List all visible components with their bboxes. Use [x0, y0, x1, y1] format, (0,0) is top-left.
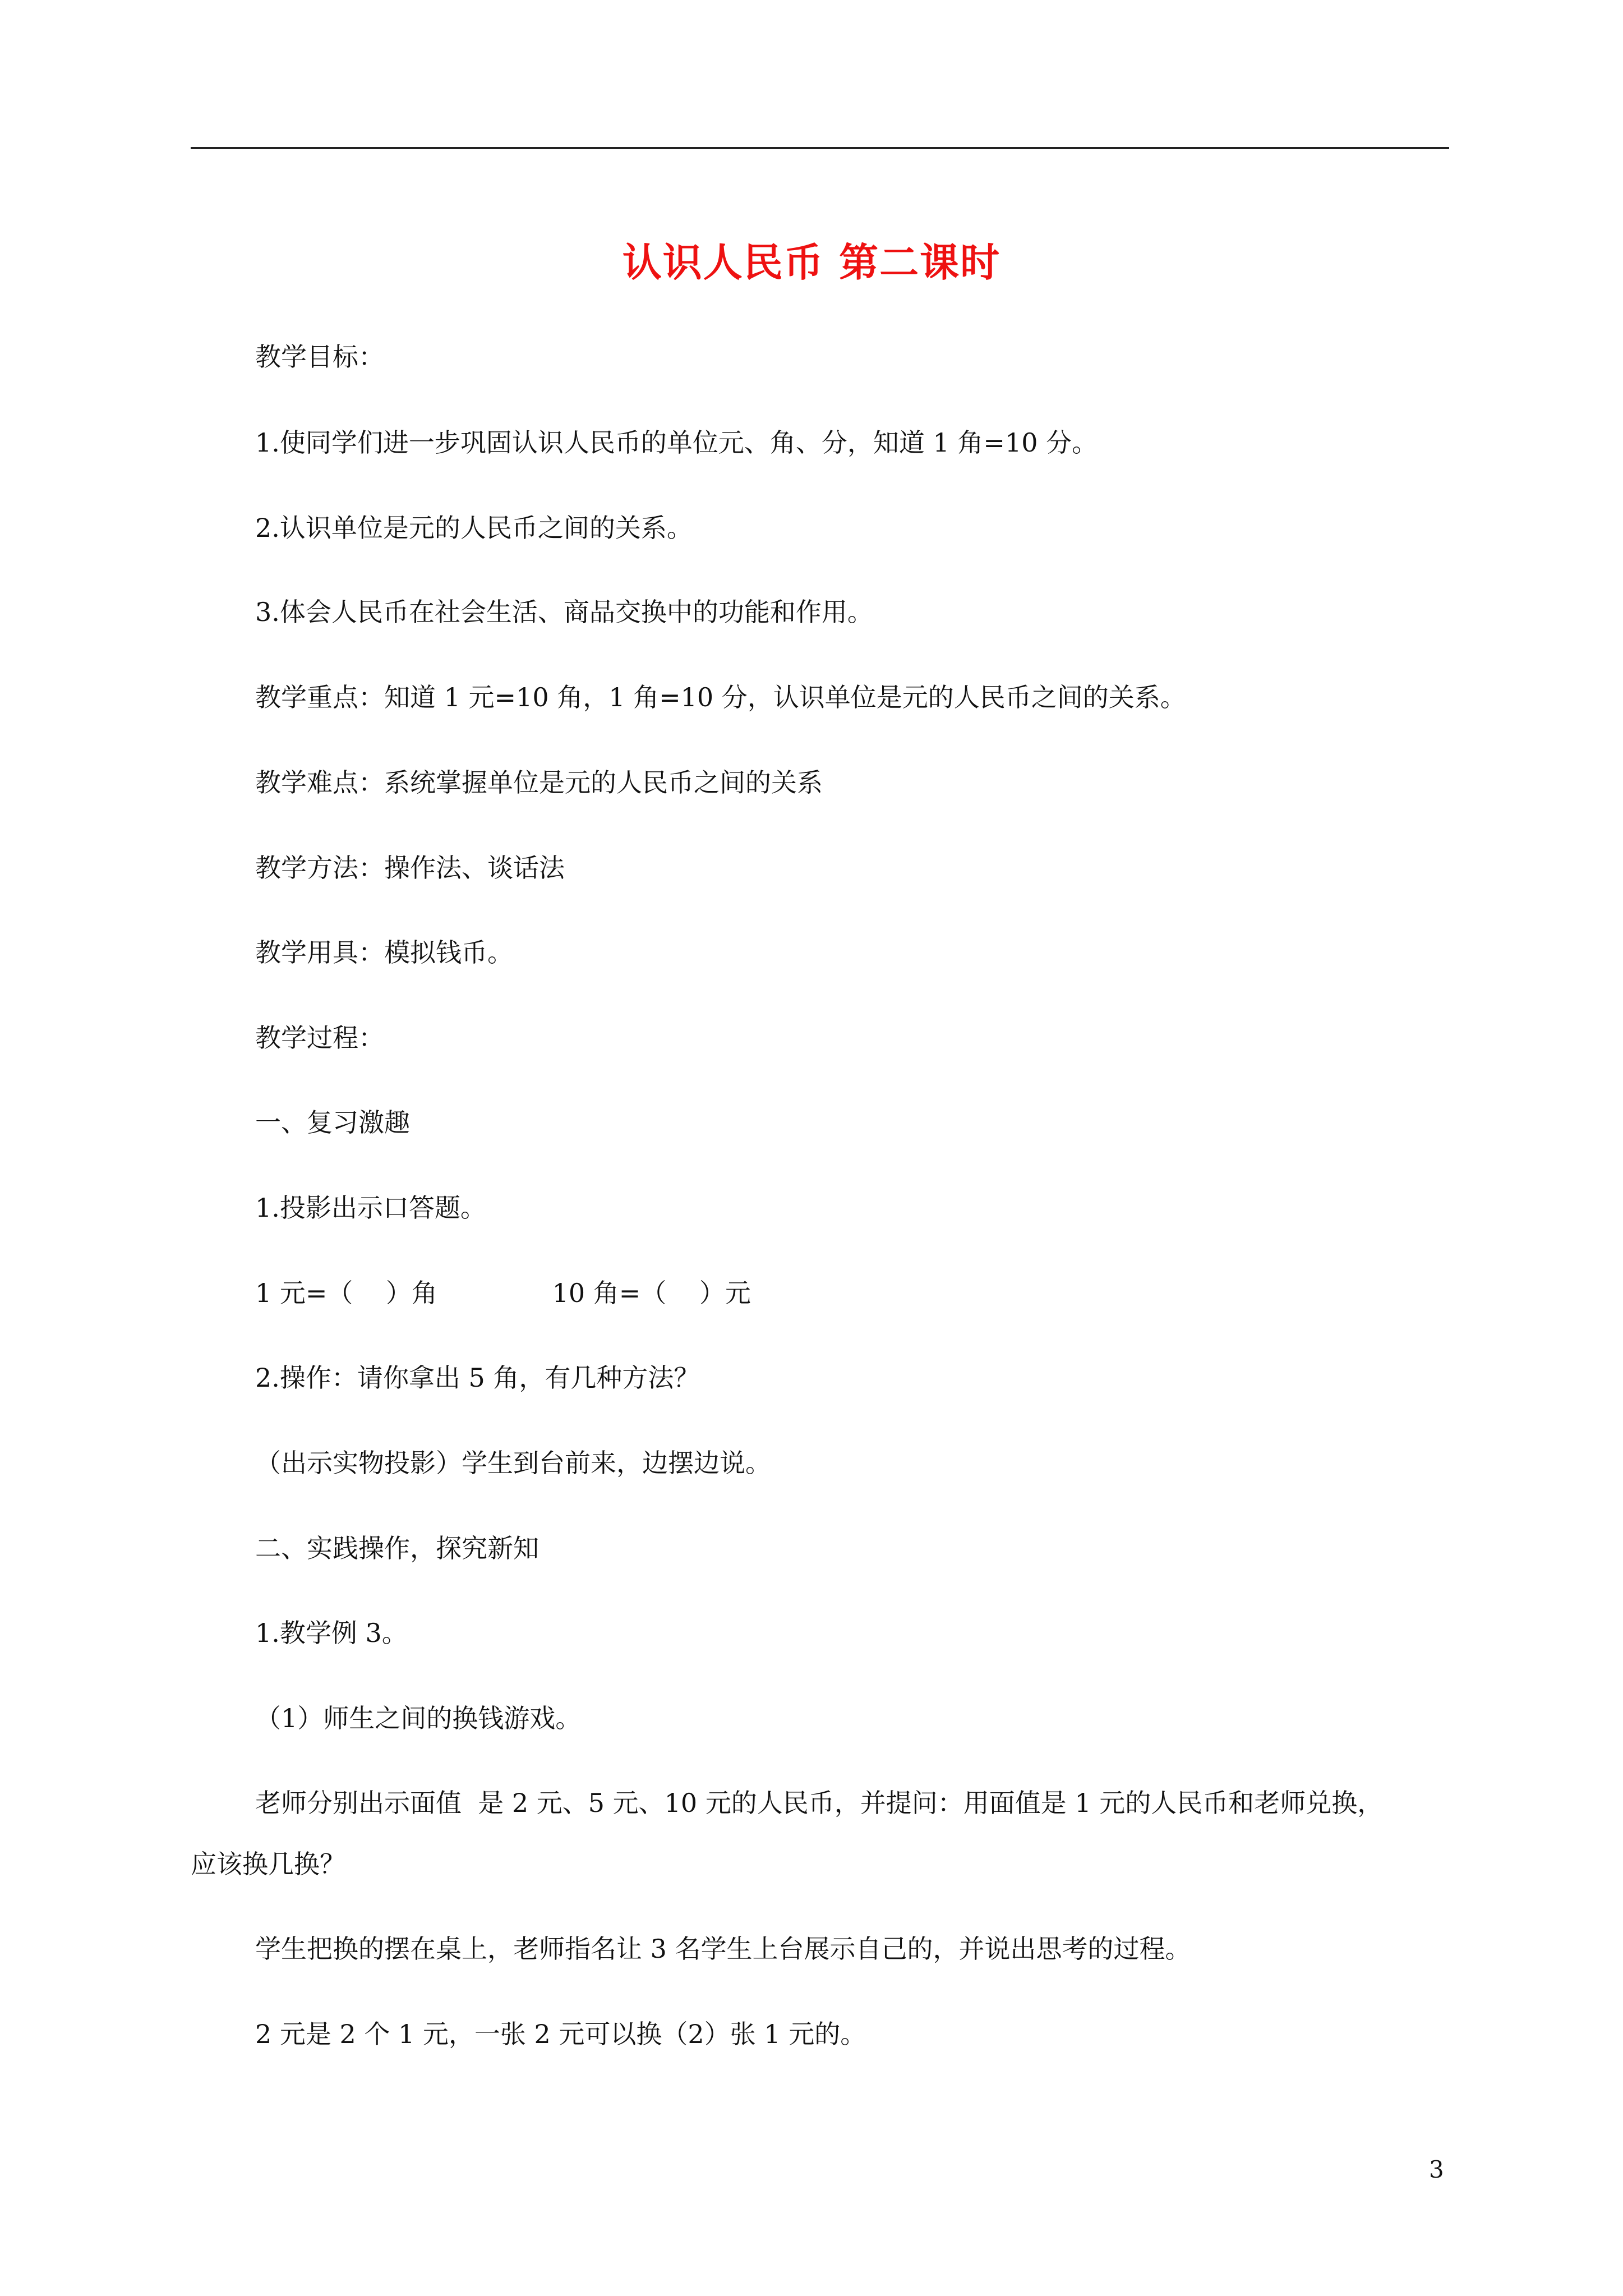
review-exercise: 1 元=（ ）角 10 角=（ ）元	[255, 1278, 751, 1308]
key-points: 教学重点：知道 1 元=10 角，1 角=10 分，认识单位是元的人民币之间的关系。	[255, 682, 1186, 712]
review-note: （出示实物投影）学生到台前来，边摆边说。	[255, 1448, 771, 1478]
practice-paragraph-3: 2 元是 2 个 1 元，一张 2 元可以换（2）张 1 元的。	[255, 2019, 866, 2049]
objective-3: 3.体会人民币在社会生活、商品交换中的功能和作用。	[255, 597, 873, 627]
teaching-methods: 教学方法：操作法、谈话法	[255, 853, 565, 883]
practice-item-1: 1.教学例 3。	[255, 1618, 408, 1648]
header-rule	[191, 147, 1449, 149]
teaching-aids: 教学用具：模拟钱币。	[255, 937, 513, 968]
page-number: 3	[1429, 2156, 1444, 2183]
practice-paragraph-2: 学生把换的摆在桌上，老师指名让 3 名学生上台展示自己的，并说出思考的过程。	[255, 1934, 1191, 1964]
difficulties: 教学难点：系统掌握单位是元的人民币之间的关系	[255, 767, 823, 798]
section-practice: 二、实践操作，探究新知	[255, 1533, 539, 1563]
section-heading-objectives: 教学目标：	[255, 342, 384, 372]
practice-paragraph-1: 老师分别出示面值 是 2 元、5 元、10 元的人民币，并提问：用面值是 1 元的人民币和老师兑换，	[255, 1788, 1384, 1818]
document-title: 认识人民币 第二课时	[622, 239, 1001, 286]
section-review: 一、复习激趣	[255, 1107, 410, 1138]
section-heading-process: 教学过程：	[255, 1023, 384, 1053]
review-item-2: 2.操作：请你拿出 5 角，有几种方法？	[255, 1363, 700, 1393]
practice-subitem-1: （1）师生之间的换钱游戏。	[255, 1703, 582, 1733]
practice-paragraph-1-cont: 应该换几换？	[191, 1849, 345, 1879]
objective-2: 2.认识单位是元的人民币之间的关系。	[255, 513, 693, 543]
objective-1: 1.使同学们进一步巩固认识人民币的单位元、角、分，知道 1 角=10 分。	[255, 427, 1098, 458]
review-item-1: 1.投影出示口答题。	[255, 1193, 486, 1223]
